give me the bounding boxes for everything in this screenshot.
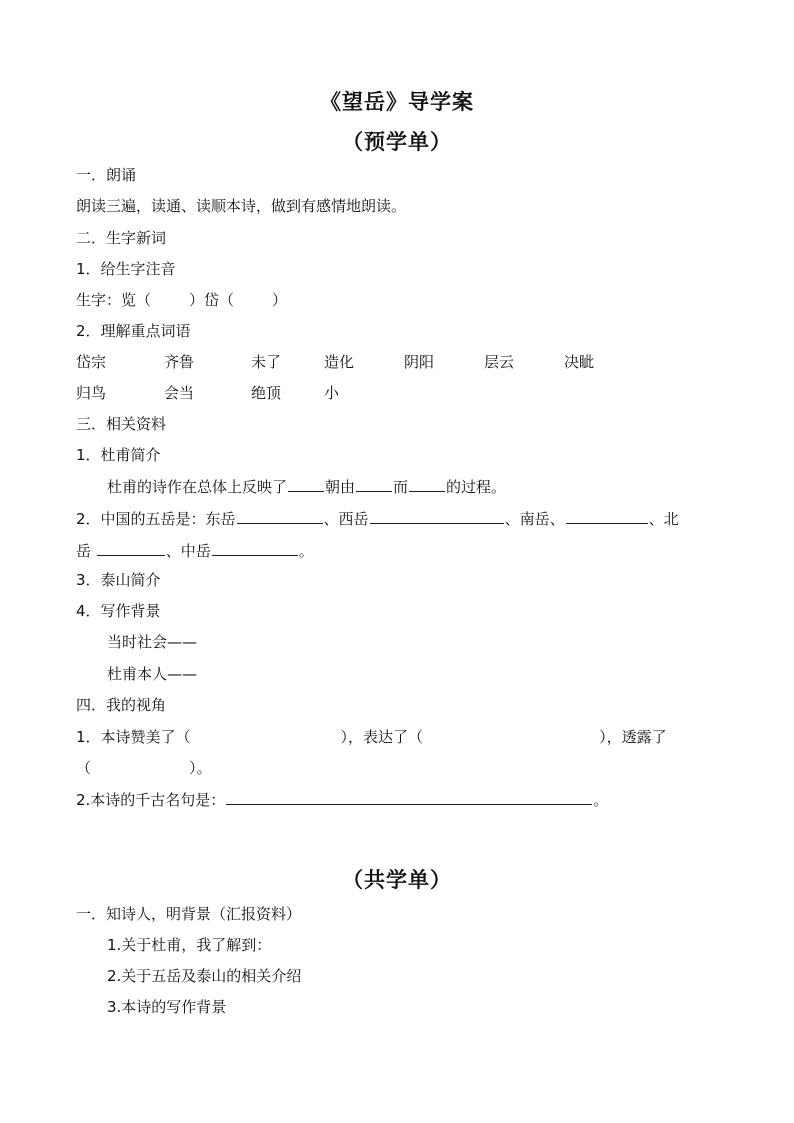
perspective-line-2 [76,758,212,778]
five-mountains-line [76,508,679,529]
vocab-word: 层云 [484,353,515,371]
vocab-word: 决眦 [564,353,595,371]
vocab-word: 会当 [164,384,195,402]
dufu-text-d: 的过程。 [446,478,507,496]
section-1-text: 朗读三遍，读通、读顺本诗，做到有感情地朗读。 [76,197,407,215]
famous-line-label: 2.本诗的千古名句是： [76,791,226,809]
perspective-text-c: ），透露了 [599,728,667,746]
pinyin-end: ） [272,291,288,309]
question-dufu-intro: 1．杜甫简介 [76,446,161,464]
vocab-word: 归鸟 [76,384,107,402]
mountains-text-g: 。 [298,542,314,560]
perspective-line [76,727,667,747]
mountains-text-b: 、西岳 [323,510,369,528]
mountains-text-d: 、北 [648,510,679,528]
section-title-colearn: （共学单） [342,868,452,892]
dufu-intro-line [107,476,506,497]
dufu-text-b: 朝由 [325,478,356,496]
five-mountains-line-2 [76,540,314,561]
background-dufu: 杜甫本人—— [107,665,198,683]
fill-blank[interactable] [212,540,298,556]
section-1-heading: 一．朗诵 [76,166,137,184]
document-title: 《望岳》导学案 [320,90,474,114]
perspective-text-a: 1．本诗赞美了（ [76,728,191,746]
vocab-word: 齐鲁 [164,353,195,371]
fill-blank[interactable] [237,508,323,524]
section-2-heading: 二．生字新词 [76,229,167,247]
vocab-word: 造化 [324,353,355,371]
fill-blank[interactable] [288,476,324,492]
colearn-item: 2.关于五岳及泰山的相关介绍 [107,967,302,985]
pinyin-line [76,290,287,310]
mountains-text-c: 、南岳、 [504,510,565,528]
perspective-text-e: ）。 [189,759,212,777]
vocab-word: 小 [324,384,340,402]
section-title-preview: （预学单） [342,130,452,154]
question-background: 4．写作背景 [76,602,161,620]
famous-line-question [76,789,608,810]
vocab-word: 岱宗 [76,353,107,371]
dufu-text-c: 而 [393,478,409,496]
mountains-text-e: 岳 [76,542,96,560]
mountains-text-f: 、中岳 [165,542,211,560]
fill-blank[interactable] [356,476,392,492]
colearn-heading: 一．知诗人，明背景（汇报资料） [76,905,302,923]
famous-line-end: 。 [593,791,609,809]
pinyin-lead: 生字：览（ [76,291,152,309]
fill-blank[interactable] [409,476,445,492]
section-3-heading: 三．相关资料 [76,415,167,433]
pinyin-mid: ）岱（ [189,291,235,309]
mountains-text-a: 2．中国的五岳是：东岳 [76,510,236,528]
vocab-word: 阴阳 [404,353,435,371]
colearn-item: 3.本诗的写作背景 [107,998,227,1016]
section-4-heading: 四．我的视角 [76,696,167,714]
dufu-text-a: 杜甫的诗作在总体上反映了 [107,478,288,496]
fill-blank[interactable] [370,508,504,524]
perspective-text-d: （ [76,759,92,777]
vocab-word: 绝顶 [251,384,282,402]
fill-blank[interactable] [97,540,165,556]
question-vocabulary: 2．理解重点词语 [76,322,191,340]
background-society: 当时社会—— [107,633,198,651]
fill-blank[interactable] [226,789,592,805]
fill-blank[interactable] [566,508,648,524]
question-taishan: 3．泰山简介 [76,571,161,589]
question-pinyin: 1．给生字注音 [76,260,176,278]
perspective-text-b: ），表达了（ [340,728,424,746]
colearn-item: 1.关于杜甫，我了解到： [107,936,272,954]
vocab-word: 未了 [251,353,282,371]
